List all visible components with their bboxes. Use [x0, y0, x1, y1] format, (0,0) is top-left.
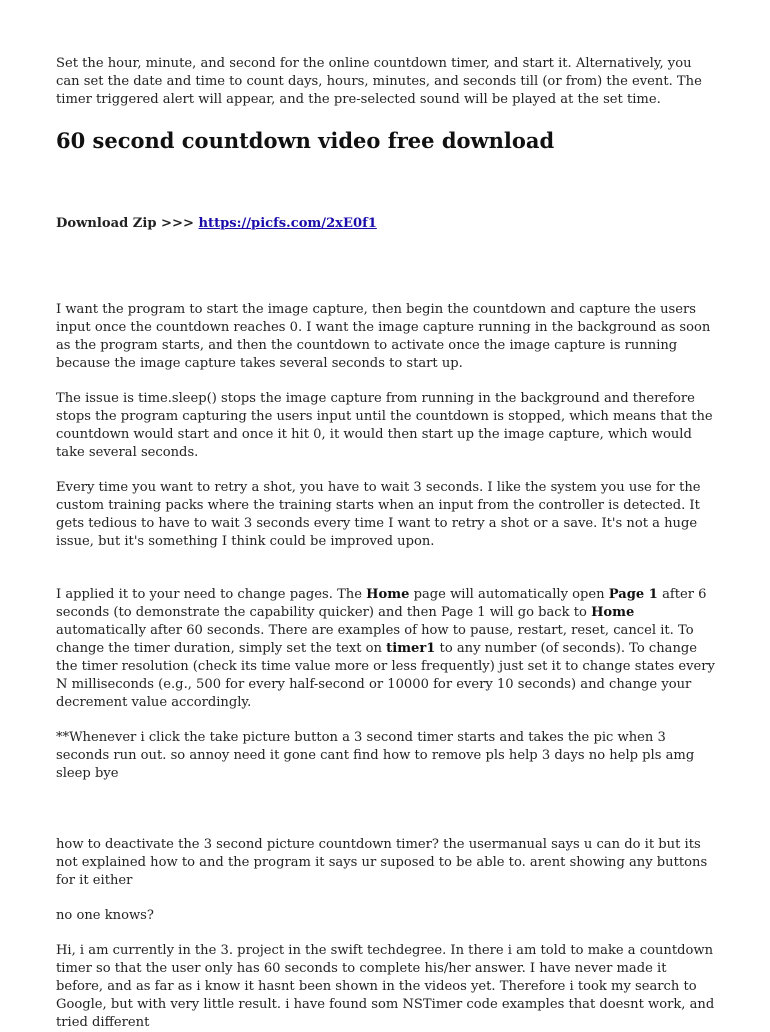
paragraph-deactivate-timer: how to deactivate the 3 second picture countdown timer? the usermanual says u can do it but its not explained how to and the program it says ur suposed to be able to. arent showing any buttons for it either — [56, 837, 708, 888]
document-page — [56, 55, 716, 1032]
page-title: 60 second countdown video free download — [56, 128, 555, 153]
paragraph-take-picture: **Whenever i click the take picture button a 3 second timer starts and takes the pic when 3 seconds run out. so annoy need it gone cant find how to remove pls help 3 days no help pls amg sleep bye — [56, 730, 695, 781]
paragraph-no-one-knows: no one knows? — [56, 908, 154, 923]
bold-home: Home — [366, 587, 410, 602]
intro-paragraph: Set the hour, minute, and second for the online countdown timer, and start it. Alternatively, you can set the date and time to count days, hours, minutes, and seconds till (or from) the event. The timer triggered alert will appear, and the pre-selected sound will be played at the set time. — [56, 56, 702, 107]
paragraph-change-pages — [56, 586, 716, 712]
text-run: to any number (of seconds). To change the timer resolution (check its time value more or less frequently) just set it to change states every N milliseconds (e.g., 500 for every half-second or 10000 for every 10 seconds) and change your decrement value accordingly. — [56, 641, 715, 710]
text-run: after 6 seconds (to demonstrate the capability quicker) and then Page 1 will go back to — [56, 587, 707, 620]
bold-home: Home — [591, 605, 635, 620]
paragraph-image-capture: I want the program to start the image capture, then begin the countdown and capture the users input once the countdown reaches 0. I want the image capture running in the background as soon as the program starts, and then the countdown to activate once the image capture is running because the image capture takes several seconds to start up. — [56, 302, 711, 371]
download-line — [56, 215, 716, 233]
text-run: I applied it to your need to change pages. The — [56, 587, 367, 602]
paragraph-retry-shot: Every time you want to retry a shot, you have to wait 3 seconds. I like the system you use for the custom training packs where the training starts when an input from the controller is detected. It gets tedious to have to wait 3 seconds every time I want to retry a shot or a save. It's not a huge issue, but it's something I think could be improved upon. — [56, 480, 701, 549]
text-run: page will automatically open — [409, 587, 609, 602]
bold-timer1: timer1 — [386, 641, 436, 656]
paragraph-time-sleep: The issue is time.sleep() stops the image capture from running in the background and therefore stops the program capturing the users input until the countdown is stopped, which means that the countdown would start and once it hit 0, it would then start up the image capture, which would take several seconds. — [56, 391, 713, 460]
paragraph-swift-techdegree: Hi, i am currently in the 3. project in the swift techdegree. In there i am told to make a countdown timer so that the user only has 60 seconds to complete his/her answer. I have never made it before, and as far as i know it hasnt been shown in the videos yet. Therefore i took my search to Google, but with very little result. i have found som NSTimer code examples that doesnt work, and tried different — [56, 943, 715, 1030]
bold-page-1: Page 1 — [608, 587, 658, 602]
text-run: automatically after 60 seconds. There are examples of how to pause, restart, reset, cancel it. To change the timer duration, simply set the text on — [56, 623, 694, 656]
download-link[interactable]: https://picfs.com/2xE0f1 — [198, 216, 377, 231]
download-label: Download Zip >>> — [56, 216, 199, 231]
